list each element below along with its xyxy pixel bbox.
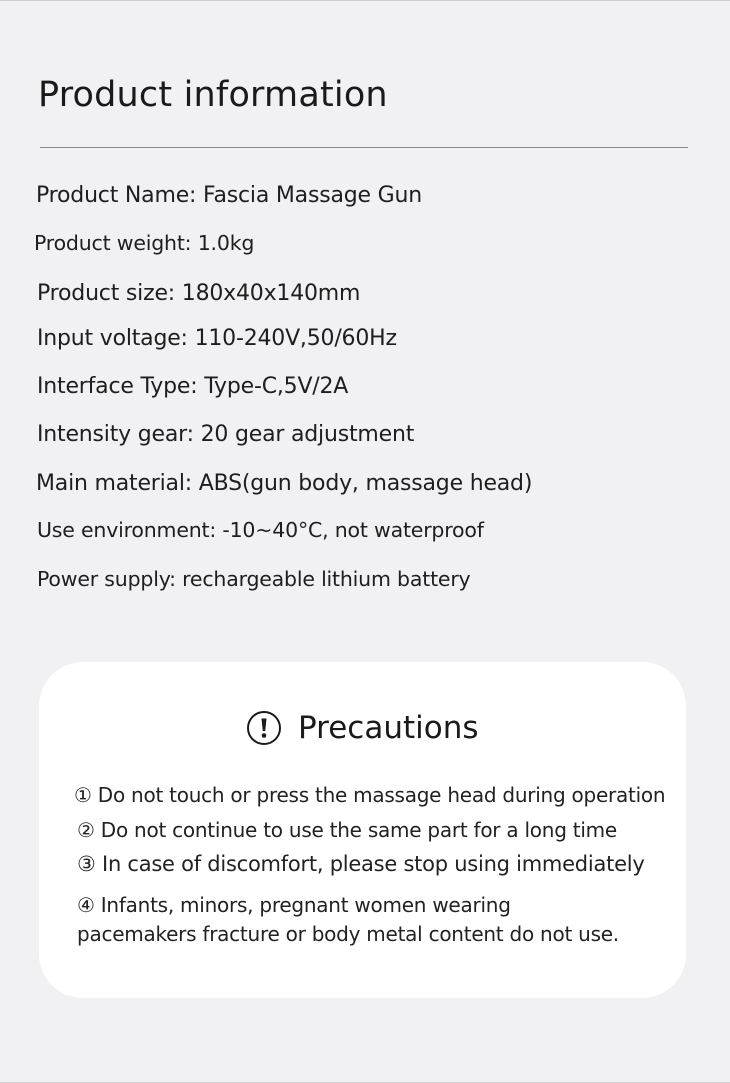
page-title: Product information [38, 75, 388, 115]
precaution-item-2: ② Do not continue to use the same part for a long time [77, 818, 617, 842]
precautions-card [39, 662, 686, 998]
spec-product-name: Product Name: Fascia Massage Gun [36, 183, 422, 208]
spec-main-material: Main material: ABS(gun body, massage head) [36, 471, 533, 496]
precautions-header [247, 708, 479, 748]
spec-power-supply: Power supply: rechargeable lithium battery [37, 567, 471, 591]
exclamation-circle-icon [247, 711, 281, 745]
spec-product-weight: Product weight: 1.0kg [34, 231, 255, 255]
spec-use-environment: Use environment: -10~40°C, not waterproof [37, 518, 484, 542]
spec-interface-type: Interface Type: Type-C,5V/2A [37, 374, 349, 399]
precaution-item-4-continued: pacemakers fracture or body metal content do not use. [77, 922, 619, 946]
precaution-item-1: ① Do not touch or press the massage head during operation [74, 783, 666, 807]
spec-product-size: Product size: 180x40x140mm [37, 281, 361, 306]
precaution-item-3: ③ In case of discomfort, please stop using immediately [77, 852, 645, 876]
precaution-item-4: ④ Infants, minors, pregnant women wearing [77, 893, 511, 917]
spec-input-voltage: Input voltage: 110-240V,50/60Hz [37, 326, 397, 351]
title-divider [40, 147, 688, 148]
precautions-title: Precautions [298, 710, 479, 746]
spec-intensity-gear: Intensity gear: 20 gear adjustment [37, 422, 415, 447]
product-info-page [0, 1, 730, 1083]
